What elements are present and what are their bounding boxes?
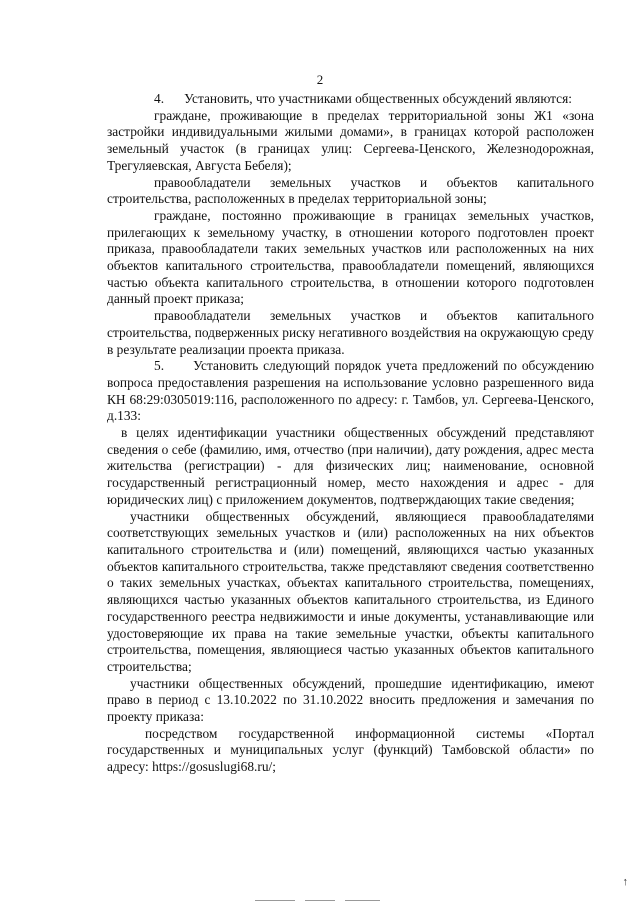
paragraph-residents-zone: граждане, проживающие в пределах территориальной зоны Ж1 «зона застройки индивидуальными жилыми домами», в границах которой расположен земельный участок (в границах улиц: Сергеева-Ценского, Железнодорожная, Трегуляевская, Августа Бебеля);: [107, 107, 594, 173]
page-number: 2: [316, 72, 324, 87]
paragraph-portal: посредством государственной информационной системы «Портал государственных и муниципальных услуг (функций) Тамбовской области» по адресу: https://gosuslugi68.ru/;: [107, 725, 594, 775]
scan-artifact-line: [305, 900, 335, 901]
scan-mark: ↑: [622, 876, 628, 888]
scan-artifact-line: [255, 900, 295, 901]
paragraph-identification: в целях идентификации участники общественных обсуждений представляют сведения о себе (фамилию, имя, отчество (при наличии), дату рождения, адрес места жительства (регистрации) - для физических лиц; наименование, основной государственный регистрационный номер, место нахождения и адрес - для юридических лиц) с приложением документов, подтверждающих такие сведения;: [107, 425, 594, 507]
paragraph-item-5: 5. Установить следующий порядок учета предложений по обсуждению вопроса предоставления разрешения на использование условно разрешенного вида КН 68:29:0305019:116, расположенного по адресу: г. Тамбов, ул. Сергеева-Ценского, д.133:: [107, 358, 594, 424]
paragraph-risk-rightholders: правообладатели земельных участков и объектов капитального строительства, подверженных риску негативного воздействия на окружающую среду в результате реализации проекта приказа.: [107, 308, 594, 357]
paragraph-rightholders-zone: правообладатели земельных участков и объектов капитального строительства, расположенных в пределах территориальной зоны;: [107, 174, 594, 207]
paragraph-adjacent-residents: граждане, постоянно проживающие в границах земельных участков, прилегающих к земельному участку, в отношении которого подготовлен проект приказа, правообладатели таких земельных участков или расположенных на них объектов капитального строительства, правообладатели помещений, являющихся частью объекта капитального строительства, в отношении которого подготовлен данный проект приказа;: [107, 207, 594, 307]
scan-artifact-line: [345, 900, 380, 901]
paragraph-rightholder-info: участники общественных обсуждений, являющиеся правообладателями соответствующих земельных участков и (или) расположенных на них объектов капитального строительства и (или) помещений, являющихся частью указанных объектов капитального строительства, также представляют сведения соответственно о таких земельных участках, объектах капитального строительства, помещениях, являющихся частью указанных объектов капитального строительства, из Единого государственного реестра недвижимости и иные документы, устанавливающие или удостоверяющие их права на такие земельные участки, объекты капитального строительства, помещения, являющиеся частью указанных объектов капитального строительства;: [107, 508, 594, 674]
paragraph-proposal-period: участники общественных обсуждений, прошедшие идентификацию, имеют право в период с 13.10.2022 по 31.10.2022 вносить предложения и замечания по проекту приказа:: [107, 675, 594, 725]
paragraph-item-4: 4. Установить, что участниками общественных обсуждений являются:: [154, 91, 573, 106]
document-body: [107, 91, 594, 776]
